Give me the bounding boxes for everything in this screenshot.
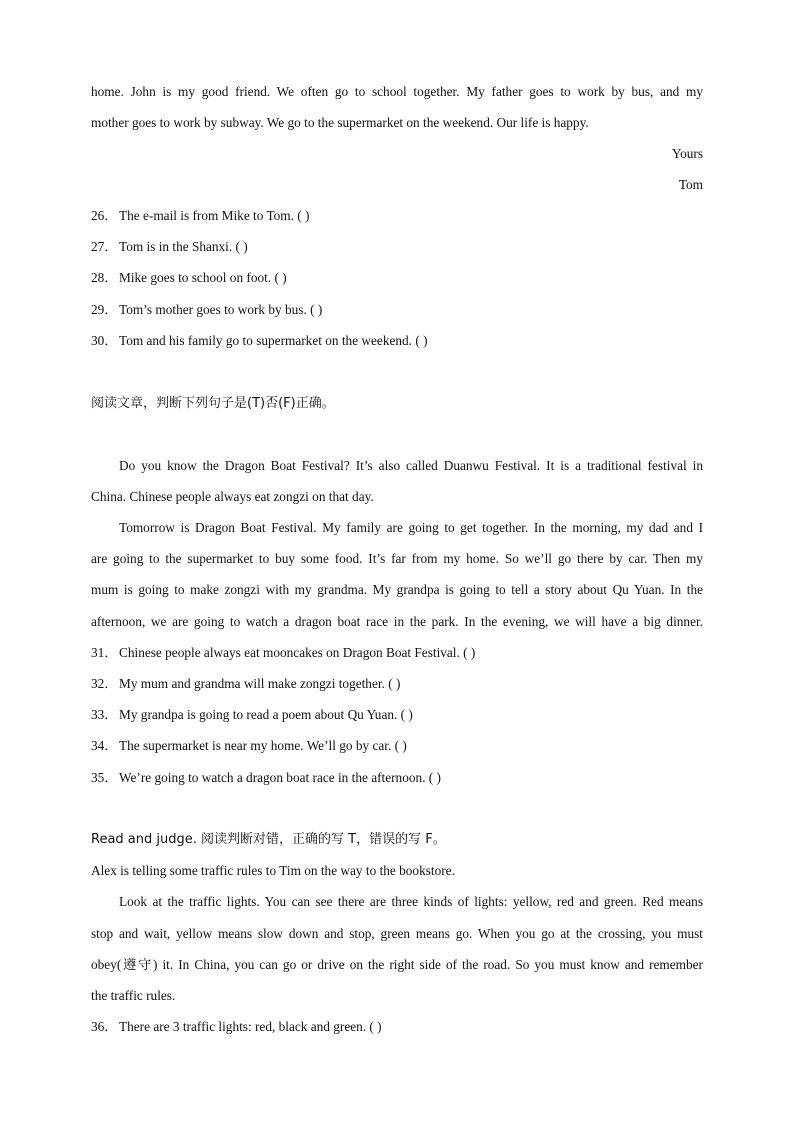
letter-closing: Yours	[671, 146, 703, 161]
question-text: We’re going to watch a dragon boat race in the afternoon. ( )	[119, 770, 441, 785]
question-29	[91, 302, 703, 318]
question-number: 26．	[91, 208, 118, 223]
question-number: 29．	[91, 302, 118, 317]
question-text: My mum and grandma will make zongzi together. ( )	[119, 676, 401, 691]
passage-3-line-3: obey(遵守) it. In China, you can go or drive on the right side of the road. So you must know and remember	[91, 957, 703, 972]
question-number: 27．	[91, 239, 118, 254]
passage-2-line-5: mum is going to make zongzi with my grandma. My grandpa is going to tell a story about Qu Yuan. In the	[91, 582, 703, 597]
question-27	[91, 239, 703, 255]
letter-line-1: home. John is my good friend. We often go to school together. My father goes to work by bus, and my	[91, 84, 703, 99]
passage-2-line-4: are going to the supermarket to buy some food. It’s far from my home. So we’ll go there by car. Then my	[91, 551, 703, 566]
passage-2-line-6: afternoon, we are going to watch a dragon boat race in the park. In the evening, we will have a big dinner.	[91, 614, 703, 629]
question-text: Tom is in the Shanxi. ( )	[119, 239, 248, 254]
question-text: Chinese people always eat mooncakes on Dragon Boat Festival. ( )	[119, 645, 476, 660]
question-text: Tom and his family go to supermarket on the weekend. ( )	[119, 333, 428, 348]
section-2-instruction: 阅读文章，判断下列句子是(T)否(F)正确。	[91, 396, 335, 411]
question-26	[91, 208, 703, 224]
section-3-instruction: Read and judge. 阅读判断对错，正确的写 T，错误的写 F。	[91, 832, 446, 847]
question-number: 33．	[91, 707, 118, 722]
letter-signature: Tom	[678, 177, 703, 192]
question-34	[91, 738, 703, 754]
question-text: The e-mail is from Mike to Tom. ( )	[119, 208, 310, 223]
question-number: 36．	[91, 1019, 118, 1034]
letter-line-2: mother goes to work by subway. We go to the supermarket on the weekend. Our life is happy.	[91, 115, 589, 130]
question-number: 35．	[91, 770, 118, 785]
question-number: 28．	[91, 270, 118, 285]
question-text: My grandpa is going to read a poem about Qu Yuan. ( )	[119, 707, 413, 722]
question-number: 30．	[91, 333, 118, 348]
question-number: 31．	[91, 645, 118, 660]
question-32	[91, 676, 703, 692]
question-35	[91, 770, 703, 786]
question-36	[91, 1019, 703, 1035]
question-text: Tom’s mother goes to work by bus. ( )	[119, 302, 323, 317]
question-30	[91, 333, 703, 349]
passage-2-line-1: Do you know the Dragon Boat Festival? It’s also called Duanwu Festival. It is a traditional festival in	[119, 458, 703, 473]
passage-3-intro: Alex is telling some traffic rules to Tim on the way to the bookstore.	[91, 863, 455, 878]
question-31	[91, 645, 703, 661]
question-28	[91, 270, 703, 286]
question-text: Mike goes to school on foot. ( )	[119, 270, 287, 285]
passage-3-line-4: the traffic rules.	[91, 988, 176, 1003]
passage-2-line-3: Tomorrow is Dragon Boat Festival. My family are going to get together. In the morning, my dad and I	[119, 520, 703, 535]
passage-3-line-2: stop and wait, yellow means slow down and stop, green means go. When you go at the crossing, you must	[91, 926, 703, 941]
question-number: 34．	[91, 738, 118, 753]
passage-2-line-2: China. Chinese people always eat zongzi on that day.	[91, 489, 374, 504]
question-text: The supermarket is near my home. We’ll go by car. ( )	[119, 738, 407, 753]
question-33	[91, 707, 703, 723]
question-number: 32．	[91, 676, 118, 691]
passage-3-line-1: Look at the traffic lights. You can see there are three kinds of lights: yellow, red and green. Red means	[119, 894, 703, 909]
question-text: There are 3 traffic lights: red, black and green. ( )	[119, 1019, 382, 1034]
